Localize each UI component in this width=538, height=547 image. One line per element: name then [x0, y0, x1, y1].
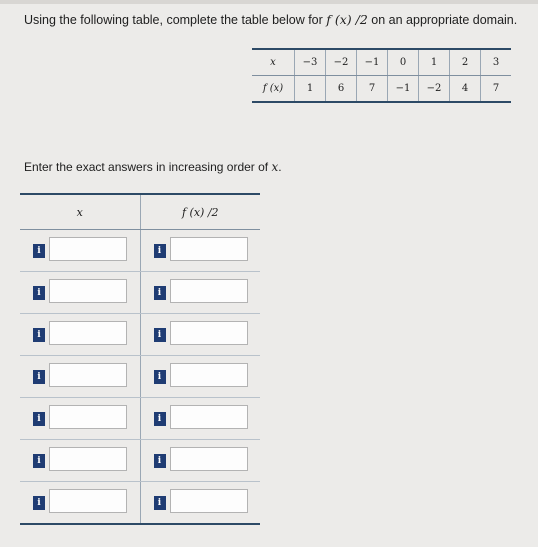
answer-fx-input[interactable] — [170, 279, 248, 303]
info-icon[interactable]: i — [33, 370, 45, 384]
answer-fx-cell — [141, 272, 261, 313]
answer-x-cell — [20, 230, 141, 271]
prompt-end: . — [278, 160, 282, 174]
info-icon[interactable]: i — [33, 454, 45, 468]
given-table-fx-row — [252, 76, 511, 103]
info-icon[interactable]: i — [33, 496, 45, 510]
answer-x-header: x — [20, 195, 141, 229]
info-icon[interactable]: i — [33, 412, 45, 426]
answer-x-input[interactable] — [49, 321, 127, 345]
answer-x-input[interactable] — [49, 447, 127, 471]
order-prompt — [24, 160, 282, 174]
info-icon[interactable]: i — [154, 412, 166, 426]
answer-fx-cell — [141, 440, 261, 481]
answer-x-input[interactable] — [49, 405, 127, 429]
given-fx-cell: −2 — [419, 76, 450, 103]
answer-table-header — [20, 193, 260, 230]
info-icon[interactable]: i — [33, 244, 45, 258]
info-icon[interactable]: i — [154, 370, 166, 384]
given-fx-cell: 6 — [326, 76, 357, 103]
instruction-text — [24, 12, 524, 28]
answer-table — [20, 193, 260, 525]
answer-fx-cell — [141, 482, 261, 523]
answer-fx-input[interactable] — [170, 447, 248, 471]
given-x-cell: 1 — [419, 49, 450, 76]
answer-fx-cell — [141, 314, 261, 355]
answer-fx-cell — [141, 230, 261, 271]
instruction-after: on an appropriate domain. — [367, 13, 518, 27]
answer-row — [20, 356, 260, 398]
given-x-cell: 0 — [388, 49, 419, 76]
answer-row — [20, 314, 260, 356]
info-icon[interactable]: i — [154, 496, 166, 510]
answer-row — [20, 482, 260, 525]
prompt-text: Enter the exact answers in increasing order of — [24, 160, 272, 174]
answer-x-cell — [20, 356, 141, 397]
given-fx-cell: −1 — [388, 76, 419, 103]
info-icon[interactable]: i — [154, 328, 166, 342]
answer-fx-cell — [141, 398, 261, 439]
answer-x-cell — [20, 272, 141, 313]
given-fx-cell: 4 — [450, 76, 481, 103]
answer-row — [20, 398, 260, 440]
info-icon[interactable]: i — [154, 244, 166, 258]
answer-row — [20, 440, 260, 482]
given-fx-cell: 7 — [481, 76, 512, 103]
given-fx-cell: 7 — [357, 76, 388, 103]
answer-fx-input[interactable] — [170, 363, 248, 387]
answer-x-cell — [20, 482, 141, 523]
top-divider — [0, 0, 538, 4]
given-table-x-row — [252, 49, 511, 76]
answer-fx-input[interactable] — [170, 405, 248, 429]
given-x-cell: −1 — [357, 49, 388, 76]
answer-x-input[interactable] — [49, 363, 127, 387]
given-fx-header: f (x) — [252, 76, 295, 103]
given-x-cell: −2 — [326, 49, 357, 76]
info-icon[interactable]: i — [154, 286, 166, 300]
answer-x-input[interactable] — [49, 489, 127, 513]
answer-x-cell — [20, 398, 141, 439]
instruction-expression: f (x) /2 — [326, 12, 368, 27]
answer-x-cell — [20, 440, 141, 481]
info-icon[interactable]: i — [33, 328, 45, 342]
given-x-header: x — [252, 49, 295, 76]
given-x-cell: 2 — [450, 49, 481, 76]
answer-row — [20, 230, 260, 272]
answer-fx-input[interactable] — [170, 489, 248, 513]
info-icon[interactable]: i — [154, 454, 166, 468]
given-table — [252, 48, 511, 103]
answer-rows — [20, 230, 260, 525]
prompt-variable: x — [271, 160, 279, 174]
answer-x-input[interactable] — [49, 279, 127, 303]
given-fx-cell: 1 — [295, 76, 326, 103]
info-icon[interactable]: i — [33, 286, 45, 300]
answer-fx-header: f (x) /2 — [181, 205, 219, 219]
answer-fx-input[interactable] — [170, 321, 248, 345]
answer-fx-input[interactable] — [170, 237, 248, 261]
answer-row — [20, 272, 260, 314]
answer-x-input[interactable] — [49, 237, 127, 261]
given-x-cell: −3 — [295, 49, 326, 76]
given-x-cell: 3 — [481, 49, 512, 76]
answer-fx-cell — [141, 356, 261, 397]
answer-x-cell — [20, 314, 141, 355]
instruction-before: Using the following table, complete the table below for — [24, 13, 327, 27]
